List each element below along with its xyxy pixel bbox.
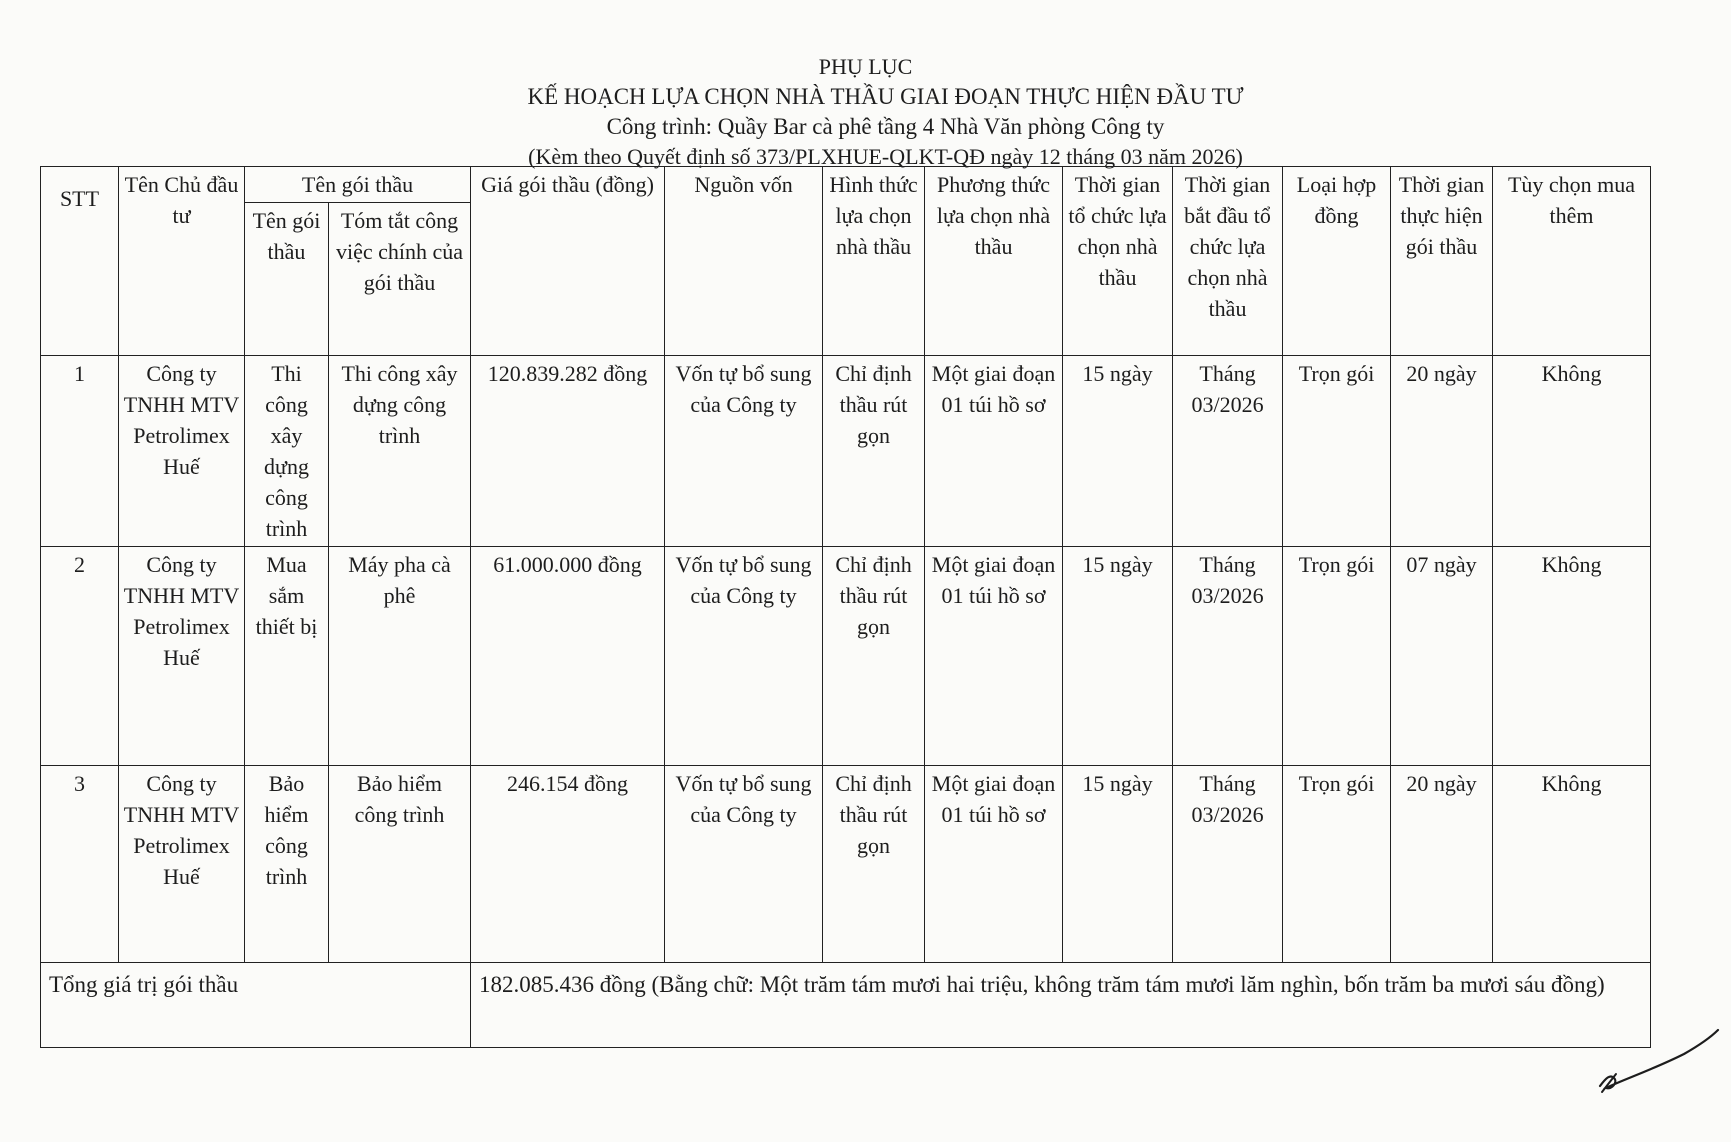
row-package-name: Mua sắm thiết bị bbox=[245, 547, 329, 766]
row-contract-type: Trọn gói bbox=[1283, 766, 1391, 963]
row-package-name: Bảo hiểm công trình bbox=[245, 766, 329, 963]
table-row bbox=[41, 547, 1651, 766]
row-contract-type: Trọn gói bbox=[1283, 356, 1391, 547]
row-source: Vốn tự bổ sung của Công ty bbox=[665, 766, 823, 963]
table-row bbox=[41, 356, 1651, 547]
row-duration-select: 15 ngày bbox=[1063, 766, 1173, 963]
row-form: Chỉ định thầu rút gọn bbox=[823, 547, 925, 766]
contractor-plan-table bbox=[40, 166, 1651, 1048]
row-method: Một giai đoạn 01 túi hồ sơ bbox=[925, 547, 1063, 766]
row-package-name: Thi công xây dựng công trình bbox=[245, 356, 329, 547]
plan-title: KẾ HOẠCH LỰA CHỌN NHÀ THẦU GIAI ĐOẠN THỰC HIỆN ĐẦU TƯ bbox=[527, 84, 1244, 109]
total-row bbox=[41, 963, 1651, 1048]
col-contract-type: Loại hợp đồng bbox=[1283, 167, 1391, 356]
row-method: Một giai đoạn 01 túi hồ sơ bbox=[925, 356, 1063, 547]
row-stt: 1 bbox=[41, 356, 119, 547]
total-label: Tổng giá trị gói thầu bbox=[41, 963, 471, 1048]
row-source: Vốn tự bổ sung của Công ty bbox=[665, 547, 823, 766]
row-form: Chỉ định thầu rút gọn bbox=[823, 356, 925, 547]
row-exec-time: 20 ngày bbox=[1391, 766, 1493, 963]
row-duration-select: 15 ngày bbox=[1063, 356, 1173, 547]
row-summary: Thi công xây dựng công trình bbox=[329, 356, 471, 547]
table-row bbox=[41, 766, 1651, 963]
col-option: Tùy chọn mua thêm bbox=[1493, 167, 1651, 356]
row-option: Không bbox=[1493, 766, 1651, 963]
row-exec-time: 07 ngày bbox=[1391, 547, 1493, 766]
col-owner: Tên Chủ đầu tư bbox=[119, 167, 245, 356]
row-source: Vốn tự bổ sung của Công ty bbox=[665, 356, 823, 547]
row-summary: Máy pha cà phê bbox=[329, 547, 471, 766]
col-stt: STT bbox=[41, 167, 119, 356]
appendix-title: PHỤ LỤC bbox=[818, 54, 913, 79]
table-header-row bbox=[41, 167, 1651, 203]
col-package-group: Tên gói thầu bbox=[245, 167, 471, 203]
col-summary: Tóm tắt công việc chính của gói thầu bbox=[329, 203, 471, 356]
row-price: 246.154 đồng bbox=[471, 766, 665, 963]
row-owner: Công ty TNHH MTV Petrolimex Huế bbox=[119, 547, 245, 766]
row-option: Không bbox=[1493, 547, 1651, 766]
total-value: 182.085.436 đồng (Bằng chữ: Một trăm tám mươi hai triệu, không trăm tám mươi lăm nghìn, bốn trăm ba mươi sáu đồng) bbox=[471, 963, 1651, 1048]
row-option: Không bbox=[1493, 356, 1651, 547]
row-start-time: Tháng 03/2026 bbox=[1173, 356, 1283, 547]
col-duration-select: Thời gian tổ chức lựa chọn nhà thầu bbox=[1063, 167, 1173, 356]
row-price: 61.000.000 đồng bbox=[471, 547, 665, 766]
decision-reference: (Kèm theo Quyết định số 373/PLXHUE-QLKT-QĐ ngày 12 tháng 03 năm 2026) bbox=[528, 144, 1243, 169]
row-method: Một giai đoạn 01 túi hồ sơ bbox=[925, 766, 1063, 963]
row-owner: Công ty TNHH MTV Petrolimex Huế bbox=[119, 356, 245, 547]
row-price: 120.839.282 đồng bbox=[471, 356, 665, 547]
row-form: Chỉ định thầu rút gọn bbox=[823, 766, 925, 963]
col-start-time: Thời gian bắt đầu tổ chức lựa chọn nhà thầu bbox=[1173, 167, 1283, 356]
col-price: Giá gói thầu (đồng) bbox=[471, 167, 665, 356]
col-exec-time: Thời gian thực hiện gói thầu bbox=[1391, 167, 1493, 356]
document-header bbox=[0, 52, 1731, 172]
row-duration-select: 15 ngày bbox=[1063, 547, 1173, 766]
col-source: Nguồn vốn bbox=[665, 167, 823, 356]
row-summary: Bảo hiểm công trình bbox=[329, 766, 471, 963]
row-contract-type: Trọn gói bbox=[1283, 547, 1391, 766]
row-owner: Công ty TNHH MTV Petrolimex Huế bbox=[119, 766, 245, 963]
col-method: Phương thức lựa chọn nhà thầu bbox=[925, 167, 1063, 356]
project-line: Công trình: Quầy Bar cà phê tầng 4 Nhà Văn phòng Công ty bbox=[606, 114, 1165, 139]
col-form: Hình thức lựa chọn nhà thầu bbox=[823, 167, 925, 356]
col-package-name: Tên gói thầu bbox=[245, 203, 329, 356]
row-start-time: Tháng 03/2026 bbox=[1173, 547, 1283, 766]
handwritten-signature-icon bbox=[1592, 1008, 1722, 1098]
row-exec-time: 20 ngày bbox=[1391, 356, 1493, 547]
row-stt: 2 bbox=[41, 547, 119, 766]
row-start-time: Tháng 03/2026 bbox=[1173, 766, 1283, 963]
row-stt: 3 bbox=[41, 766, 119, 963]
